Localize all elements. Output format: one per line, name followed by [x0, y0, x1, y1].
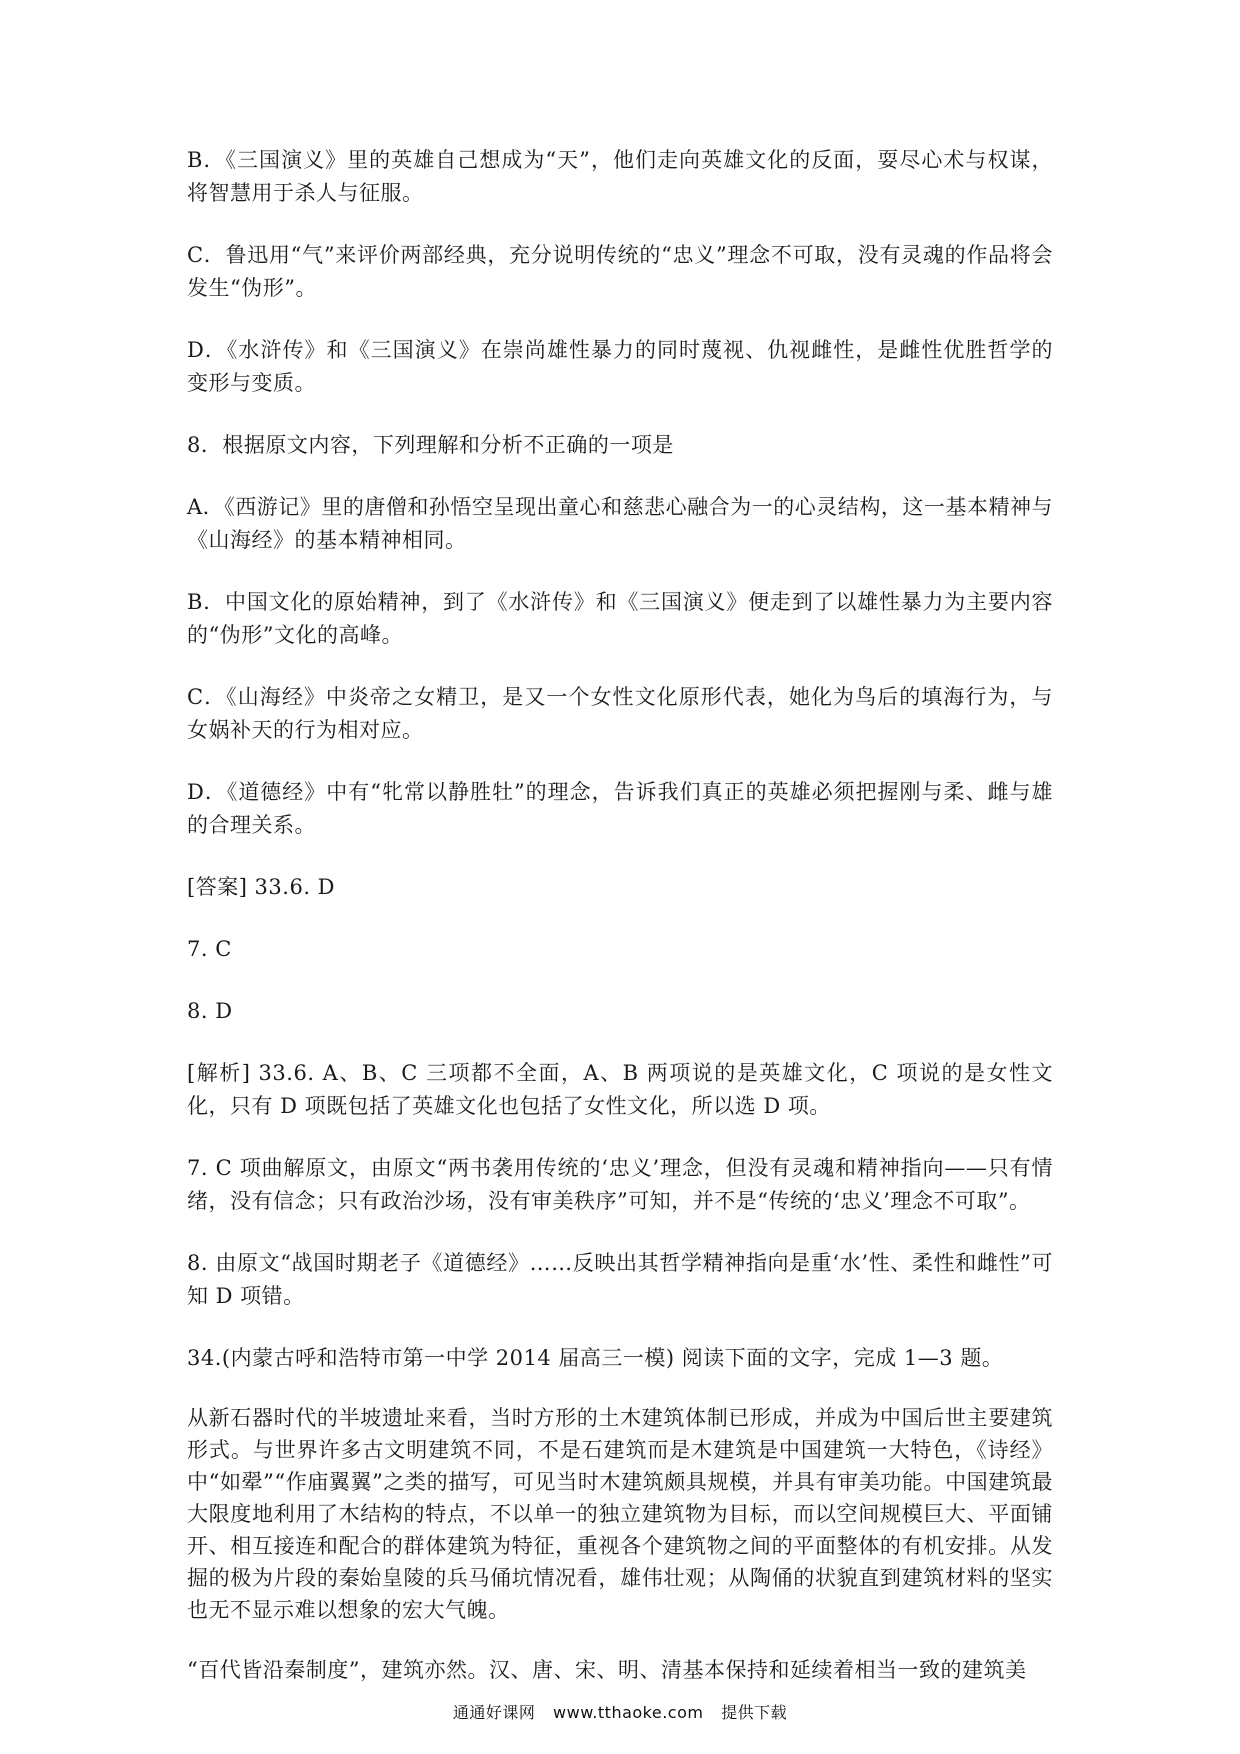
option-d-q8: D．《道德经》中有“牝常以静胜牡”的理念，告诉我们真正的英雄必须把握刚与柔、雌与雄的合理关系。 — [187, 780, 1053, 837]
answer-heading: [答案] 33.6. D — [187, 875, 336, 899]
footer-site-name: 通通好课网 — [452, 1703, 536, 1722]
reading-passage-paragraph-2: “百代皆沿秦制度”，建筑亦然。汉、唐、宋、明、清基本保持和延续着相当一致的建筑美 — [187, 1658, 1027, 1682]
footer-url-link[interactable]: www.tthaoke.com — [553, 1703, 704, 1722]
analysis-7: 7. C 项曲解原文，由原文“两书袭用传统的‘忠义’理念，但没有灵魂和精神指向——只有情绪，没有信念；只有政治沙场，没有审美秩序”可知，并不是“传统的‘忠义’理念不可取”。 — [187, 1156, 1053, 1213]
footer-action-text: 提供下载 — [721, 1703, 788, 1722]
option-c-q7: C．鲁迅用“气”来评价两部经典，充分说明传统的“忠义”理念不可取，没有灵魂的作品将会发生“伪形”。 — [187, 243, 1053, 300]
document-page — [187, 144, 1053, 1714]
analysis-6: [解析] 33.6. A、B、C 三项都不全面，A、B 两项说的是英雄文化，C 项说的是女性文化，只有 D 项既包括了英雄文化也包括了女性文化，所以选 D 项。 — [187, 1061, 1053, 1118]
question-34-heading: 34.(内蒙古呼和浩特市第一中学 2014 届高三一模) 阅读下面的文字，完成 1—3 题。 — [187, 1346, 1004, 1370]
answer-7: 7. C — [187, 937, 232, 961]
option-a-q8: A．《西游记》里的唐僧和孙悟空呈现出童心和慈悲心融合为一的心灵结构，这一基本精神与《山海经》的基本精神相同。 — [187, 495, 1053, 552]
option-b-q8: B．中国文化的原始精神，到了《水浒传》和《三国演义》便走到了以雄性暴力为主要内容的“伪形”文化的高峰。 — [187, 590, 1053, 647]
answer-8: 8. D — [187, 999, 233, 1023]
option-c-q8: C．《山海经》中炎帝之女精卫，是又一个女性文化原形代表，她化为鸟后的填海行为，与女娲补天的行为相对应。 — [187, 685, 1053, 742]
question-8: 8．根据原文内容，下列理解和分析不正确的一项是 — [187, 433, 674, 457]
page-footer — [0, 1700, 1240, 1723]
option-b-q7: B．《三国演义》里的英雄自己想成为“天”，他们走向英雄文化的反面，耍尽心术与权谋，将智慧用于杀人与征服。 — [187, 148, 1053, 205]
option-d-q7: D．《水浒传》和《三国演义》在崇尚雄性暴力的同时蔑视、仇视雌性，是雌性优胜哲学的变形与变质。 — [187, 338, 1053, 395]
analysis-8: 8. 由原文“战国时期老子《道德经》……反映出其哲学精神指向是重‘水’性、柔性和雌性”可知 D 项错。 — [187, 1251, 1053, 1308]
reading-passage-paragraph-1: 从新石器时代的半坡遗址来看，当时方形的土木建筑体制已形成，并成为中国后世主要建筑形式。与世界许多古文明建筑不同，不是石建筑而是木建筑是中国建筑一大特色，《诗经》中“如翚”“作庙翼翼”之类的描写，可见当时木建筑颇具规模，并具有审美功能。中国建筑最大限度地利用了木结构的特点，不以单一的独立建筑物为目标，而以空间规模巨大、平面铺开、相互接连和配合的群体建筑为特征，重视各个建筑物之间的平面整体的有机安排。从发掘的极为片段的秦始皇陵的兵马俑坑情况看，雄伟壮观；从陶俑的状貌直到建筑材料的坚实也无不显示难以想象的宏大气魄。 — [187, 1406, 1053, 1622]
